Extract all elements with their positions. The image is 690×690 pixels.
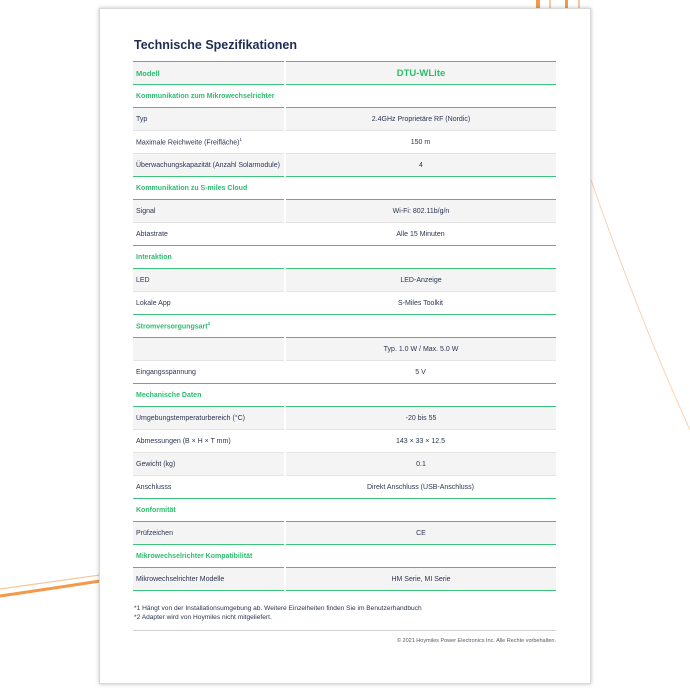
page-title: Technische Spezifikationen (134, 38, 298, 52)
spec-value: Typ. 1.0 W / Max. 5.0 W (285, 338, 556, 361)
copyright: © 2021 Hoymiles Power Electronics Inc. Alle Rechte vorbehalten. (396, 638, 556, 644)
spec-value: Direkt Anschluss (USB-Anschluss) (285, 476, 556, 499)
spec-label: Prüfzeichen (133, 522, 285, 545)
spec-row (133, 200, 556, 223)
spec-value: 0.1 (285, 453, 556, 476)
spec-value: 4 (285, 154, 556, 177)
section-header-row (133, 384, 556, 407)
spec-value: 2.4GHz Proprietäre RF (Nordic) (285, 108, 556, 131)
spec-row (133, 338, 556, 361)
footer-divider (133, 630, 556, 631)
spec-label: Lokale App (133, 292, 285, 315)
spec-row (133, 407, 556, 430)
spec-label: Umgebungstemperaturbereich (°C) (133, 407, 285, 430)
spec-label: Überwachungskapazität (Anzahl Solarmodule) (133, 154, 285, 177)
spec-row (133, 453, 556, 476)
section-header-row (133, 246, 556, 269)
section-header-row (133, 499, 556, 522)
spec-label: Signal (133, 200, 285, 223)
section-title: Konformität (133, 499, 556, 522)
spec-value: 5 V (285, 361, 556, 384)
spec-row (133, 269, 556, 292)
model-name: DTU-WLite (285, 62, 556, 85)
spec-value: HM Serie, MI Serie (285, 568, 556, 591)
spec-row (133, 292, 556, 315)
spec-sheet-page (99, 8, 591, 684)
spec-label: Mikrowechselrichter Modelle (133, 568, 285, 591)
spec-row (133, 568, 556, 591)
spec-row (133, 522, 556, 545)
spec-row (133, 361, 556, 384)
section-title: Kommunikation zum Mikrowechselrichter (133, 85, 556, 108)
section-title: Interaktion (133, 246, 556, 269)
footnote-marker: 2 (207, 321, 211, 327)
section-header-row (133, 545, 556, 568)
spec-row (133, 430, 556, 453)
spec-row (133, 108, 556, 131)
spec-row (133, 476, 556, 499)
footnote-marker: 1 (239, 137, 242, 143)
spec-label: Abmessungen (B × H × T mm) (133, 430, 285, 453)
section-title: Kommunikation zu S-miles Cloud (133, 177, 556, 200)
spec-value: LED-Anzeige (285, 269, 556, 292)
section-header-row (133, 177, 556, 200)
spec-value: 143 × 33 × 12.5 (285, 430, 556, 453)
spec-row (133, 154, 556, 177)
section-title: Mechanische Daten (133, 384, 556, 407)
spec-value: Alle 15 Minuten (285, 223, 556, 246)
spec-value: 150 m (285, 131, 556, 154)
spec-label (133, 338, 285, 361)
spec-label: Eingangsspannung (133, 361, 285, 384)
model-header-row (133, 62, 556, 85)
spec-label: Anschlusss (133, 476, 285, 499)
spec-label: Abtastrate (133, 223, 285, 246)
footnotes (134, 605, 422, 622)
spec-label: LED (133, 269, 285, 292)
spec-label: Typ (133, 108, 285, 131)
model-label: Modell (133, 62, 285, 85)
section-header-row (133, 315, 556, 338)
spec-row (133, 131, 556, 154)
section-title: Stromversorgungsart$^2$ (133, 315, 556, 338)
spec-label: Maximale Reichweite (Freifläche)$^1$ (133, 131, 285, 154)
spec-value: S-Miles Toolkit (285, 292, 556, 315)
section-title: Mikrowechselrichter Kompatibilität (133, 545, 556, 568)
footnote: *1 Hängt von der Installationsumgebung ab. Weitere Einzelheiten finden Sie im Benutzerhandbuch (134, 605, 422, 612)
spec-value: -20 bis 55 (285, 407, 556, 430)
spec-table (133, 61, 556, 591)
footnote: *2 Adapter wird von Hoymiles nicht mitgeliefert. (134, 613, 272, 621)
section-header-row (133, 85, 556, 108)
spec-value: Wi-Fi: 802.11b/g/n (285, 200, 556, 223)
spec-label: Gewicht (kg) (133, 453, 285, 476)
spec-row (133, 223, 556, 246)
spec-value: CE (285, 522, 556, 545)
